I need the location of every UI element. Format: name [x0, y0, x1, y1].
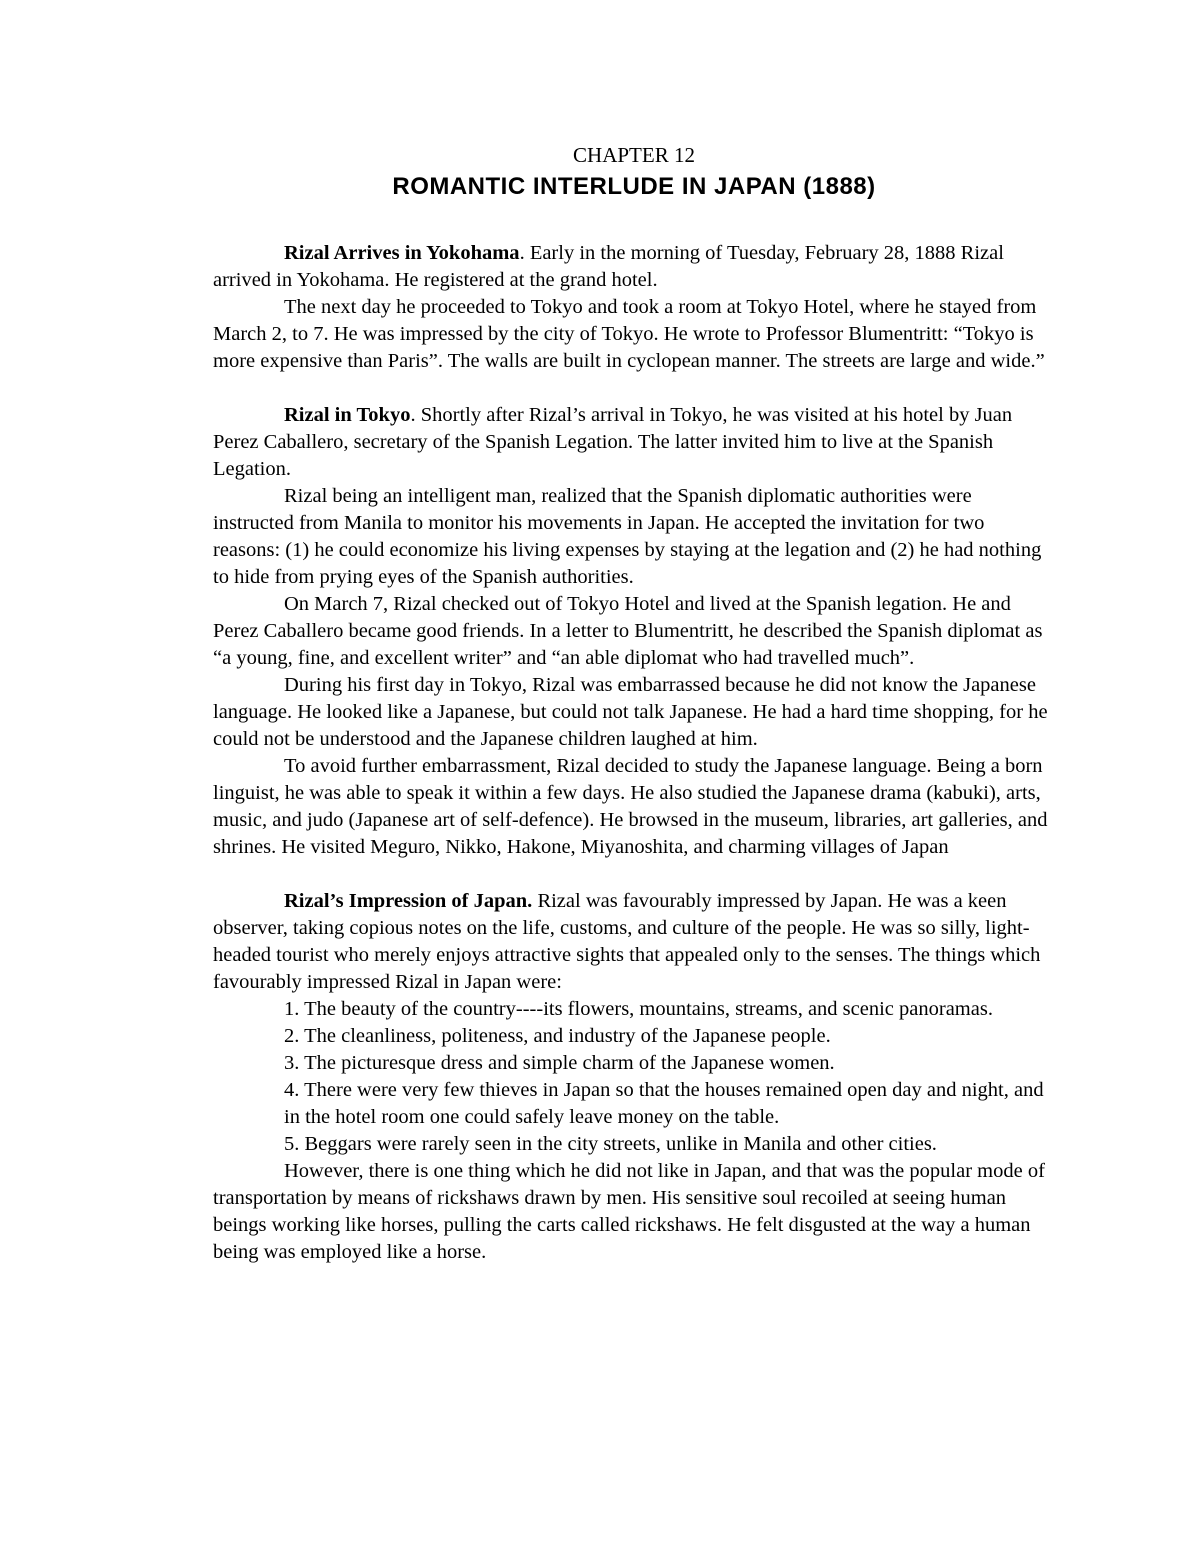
- section-tokyo: [213, 402, 1055, 861]
- list-item: 1. The beauty of the country----its flowers, mountains, streams, and scenic panoramas.: [284, 998, 993, 1020]
- paragraph-text: . Early in the morning of Tuesday, February 28, 1888 Rizal arrived in Yokohama. He registered at the grand hotel.: [213, 242, 1004, 291]
- list-item: 3. The picturesque dress and simple charm of the Japanese women.: [284, 1052, 835, 1074]
- section-heading: Rizal in Tokyo: [284, 404, 411, 426]
- paragraph: To avoid further embarrassment, Rizal decided to study the Japanese language. Being a born linguist, he was able to speak it within a few days. He also studied the Japanese drama (kabuki), arts, music, and judo (Japanese art of self-defence). He browsed in the museum, libraries, art galleries, and shrines. He visited Meguro, Nikko, Hakone, Miyanoshita, and charming villages of Japan: [213, 755, 1048, 858]
- chapter-label: CHAPTER 12: [573, 143, 695, 167]
- paragraph: On March 7, Rizal checked out of Tokyo Hotel and lived at the Spanish legation. He and Perez Caballero became good friends. In a letter to Blumentritt, he described the Spanish diplomat as “a young, fine, and excellent writer” and “an able diplomat who had travelled much”.: [213, 593, 1043, 669]
- chapter-title: ROMANTIC INTERLUDE IN JAPAN (1888): [392, 173, 876, 200]
- list-item: 5. Beggars were rarely seen in the city streets, unlike in Manila and other cities.: [284, 1133, 937, 1155]
- section-impression: [213, 888, 1055, 1266]
- impressions-list: [213, 996, 1055, 1158]
- paragraph: However, there is one thing which he did not like in Japan, and that was the popular mode of transportation by means of rickshaws drawn by men. His sensitive soul recoiled at seeing human beings working like horses, pulling the carts called rickshaws. He felt disgusted at the way a human being was employed like a horse.: [213, 1160, 1045, 1263]
- paragraph: [213, 888, 1055, 996]
- section-heading: Rizal Arrives in Yokohama: [284, 242, 520, 264]
- paragraph: [213, 402, 1055, 483]
- list-item: 4. There were very few thieves in Japan so that the houses remained open day and night, and in the hotel room one could safely leave money on the table.: [284, 1079, 1044, 1128]
- list-item: 2. The cleanliness, politeness, and industry of the Japanese people.: [284, 1025, 831, 1047]
- page-content: [213, 140, 1055, 1266]
- paragraph-text: Rizal was favourably impressed by Japan. He was a keen observer, taking copious notes on the life, customs, and culture of the people. He was so silly, light-headed tourist who merely enjoys attractive sights that appealed only to the senses. The things which favourably impressed Rizal in Japan were:: [213, 890, 1041, 993]
- paragraph: Rizal being an intelligent man, realized that the Spanish diplomatic authorities were instructed from Manila to monitor his movements in Japan. He accepted the invitation for two reasons: (1) he could economize his living expenses by staying at the legation and (2) he had nothing to hide from prying eyes of the Spanish authorities.: [213, 485, 1042, 588]
- paragraph: [213, 240, 1055, 294]
- paragraph-text: . Shortly after Rizal’s arrival in Tokyo, he was visited at his hotel by Juan Perez Caballero, secretary of the Spanish Legation. The latter invited him to live at the Spanish Legation.: [213, 404, 1013, 480]
- section-heading: Rizal’s Impression of Japan.: [284, 890, 533, 912]
- paragraph: The next day he proceeded to Tokyo and took a room at Tokyo Hotel, where he stayed from March 2, to 7. He was impressed by the city of Tokyo. He wrote to Professor Blumentritt: “Tokyo is more expensive than Paris”. The walls are built in cyclopean manner. The streets are large and wide.”: [213, 296, 1045, 372]
- section-yokohama: [213, 240, 1055, 375]
- paragraph: During his first day in Tokyo, Rizal was embarrassed because he did not know the Japanese language. He looked like a Japanese, but could not talk Japanese. He had a hard time shopping, for he could not be understood and the Japanese children laughed at him.: [213, 674, 1048, 750]
